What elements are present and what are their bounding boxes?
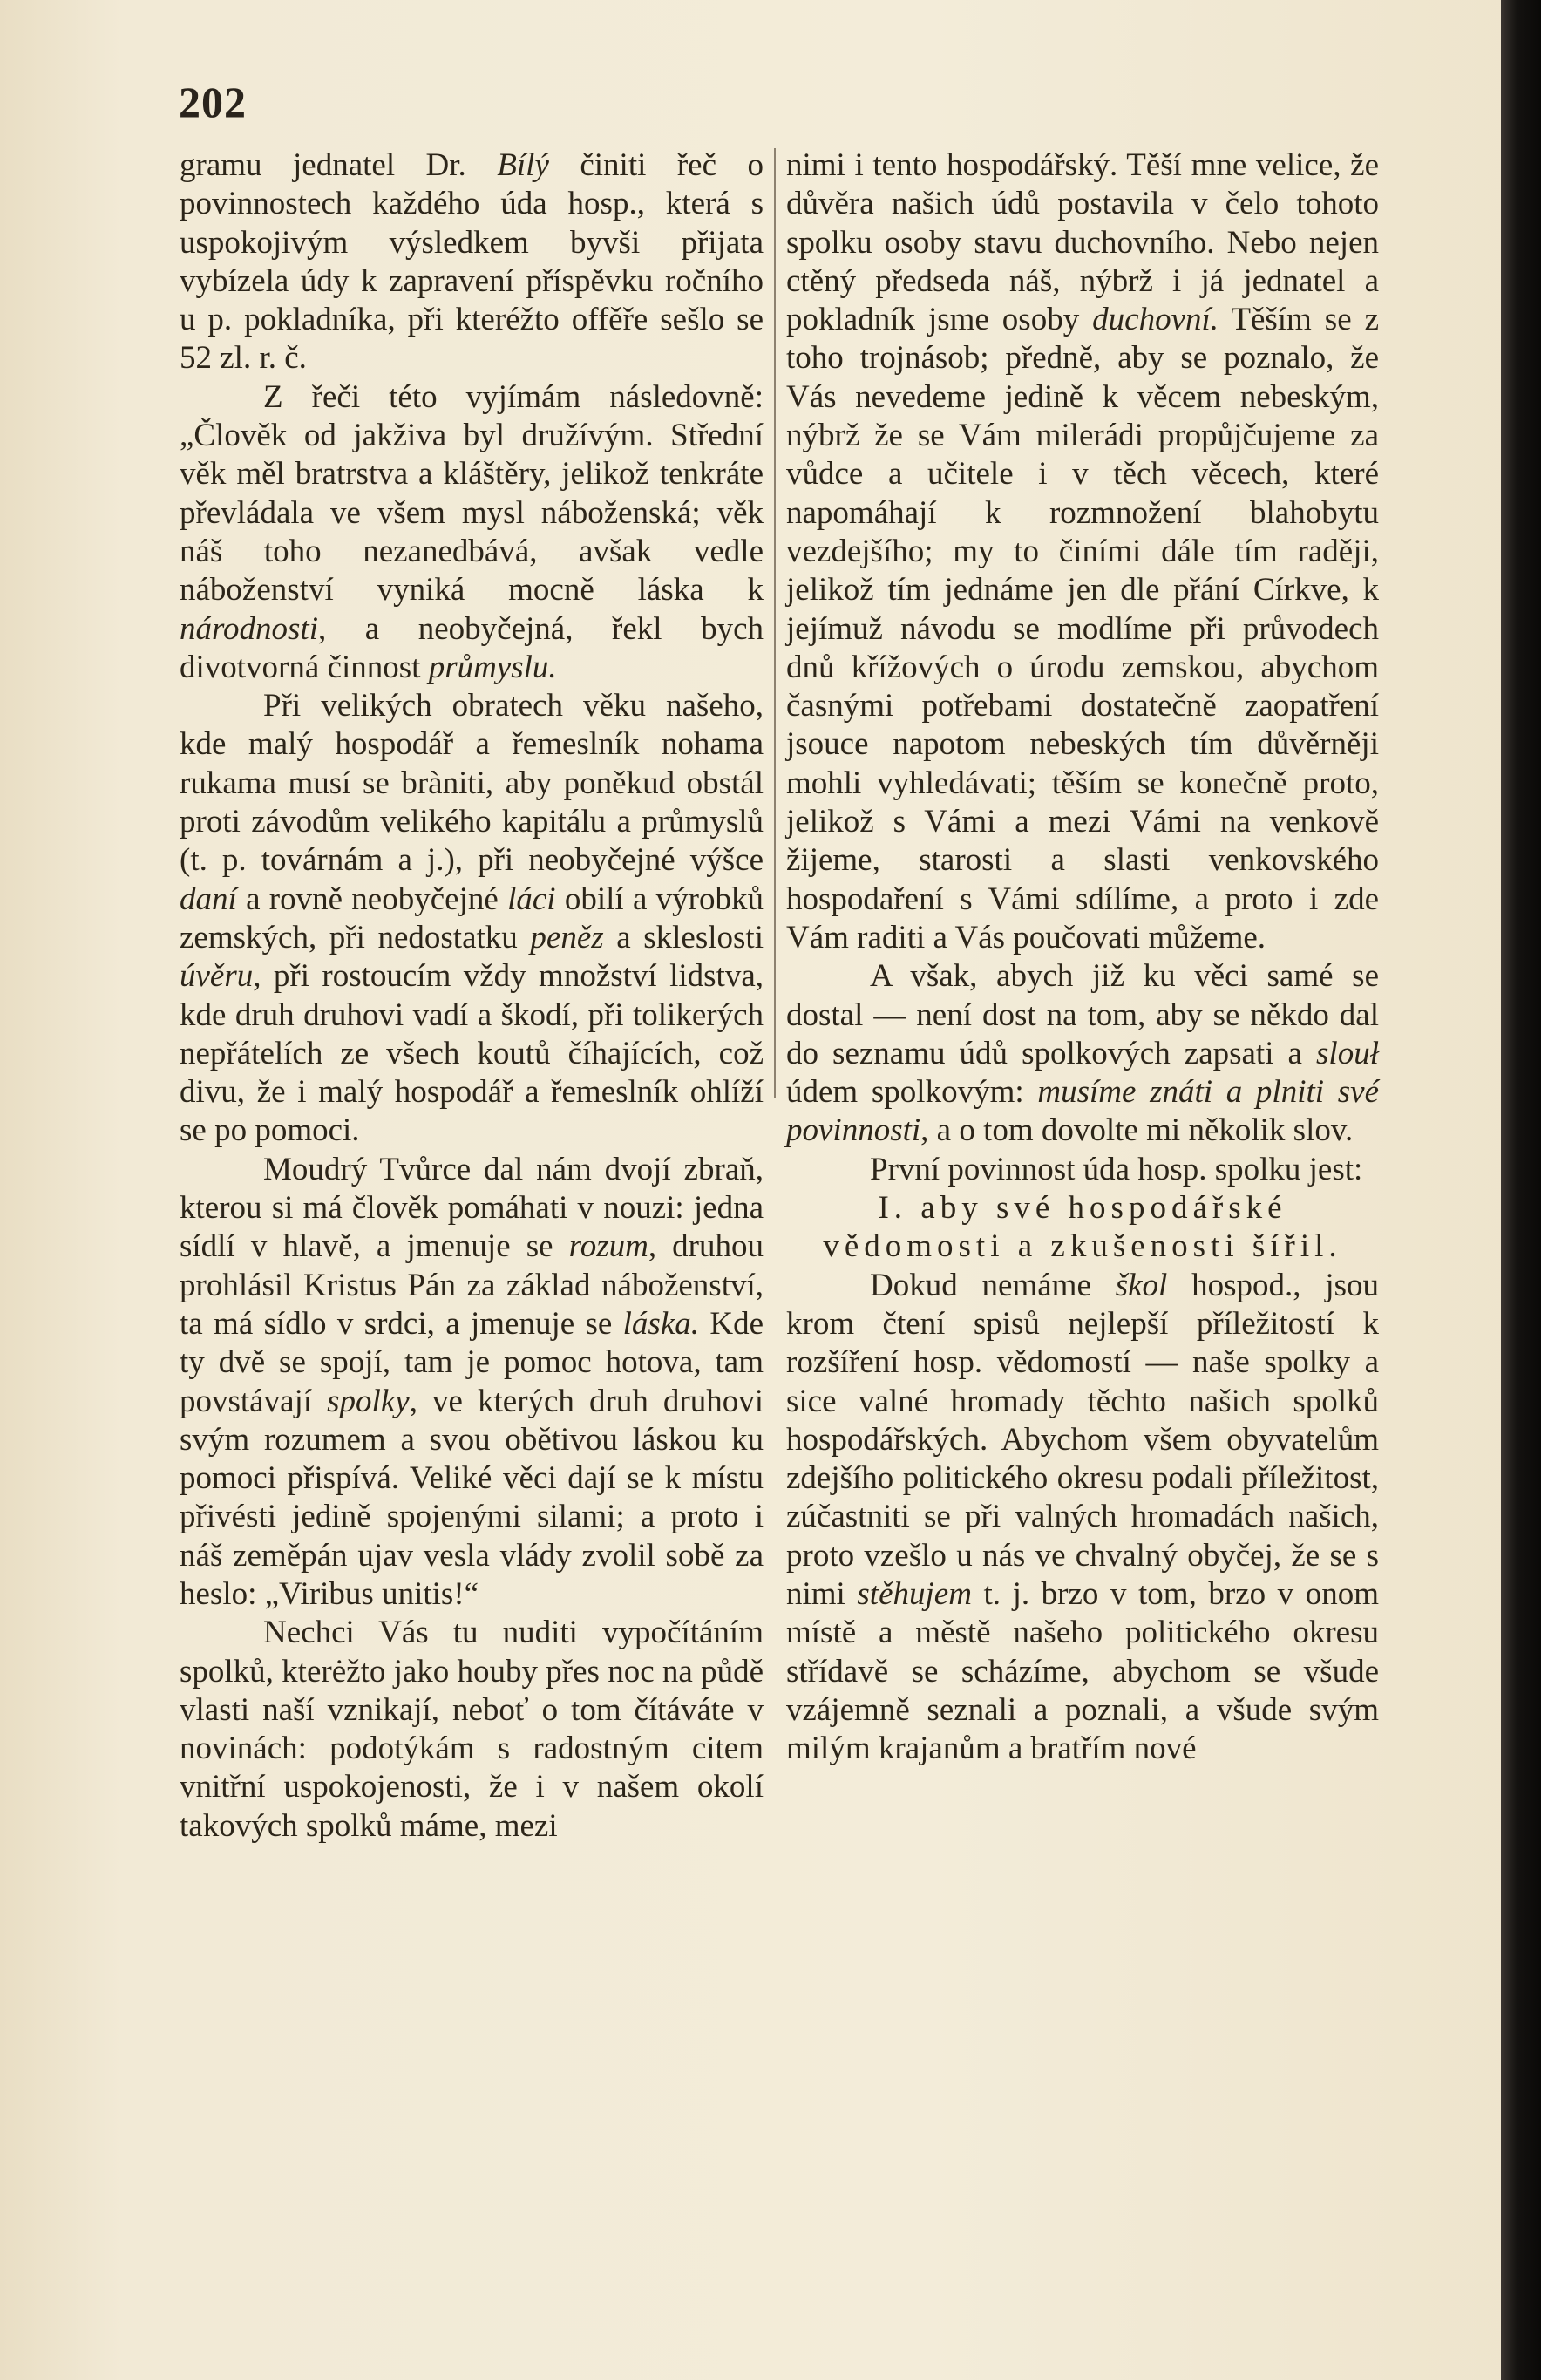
paragraph (180, 378, 764, 687)
text-run: Moudrý Tvůrce dal nám dvojí zbraň, kterou si má člověk pomáhati v nouzi: jedna sídlí v hlavě, a jmenuje se (180, 1151, 764, 1265)
page-number: 202 (179, 78, 247, 126)
paragraph (180, 687, 764, 1151)
text-run: t. j. brzo v tom, brzo v onom místě a městě našeho politického okresu střídavě se scházíme, abychom se všude vzájemně seznali a poznali, a všude svým milým krajanům a bratřím nové (786, 1575, 1380, 1767)
italic-run: Bílý (497, 147, 549, 183)
text-run: Dokud nemáme (870, 1267, 1116, 1303)
paragraph (786, 1267, 1379, 1769)
italic-run: peněz (530, 919, 604, 955)
text-run: , při rostoucím vždy množství lidstva, kde druh druhovi vadí a škodí, při tolikerých nepřátelích ze všech koutů číhajících, což divu, že i malý hospodář a řemeslník ohlíží se po pomoci. (180, 958, 764, 1149)
text-run: První povinnost úda hosp. spolku jest: (870, 1151, 1363, 1187)
italic-run: daní (180, 881, 237, 917)
text-run: , a neobyčejná, řekl bych divotvorná činnost (180, 610, 764, 685)
text-run: a skleslosti (603, 919, 764, 955)
italic-run: škol (1115, 1267, 1168, 1303)
left-column (180, 146, 764, 1846)
text-run: gramu jednatel Dr. (180, 147, 498, 183)
column-divider (774, 148, 776, 1098)
paragraph (180, 146, 764, 378)
italic-run: národnosti (180, 610, 318, 647)
text-run: , druhou prohlásil Kristus Pán za základ náboženství, ta má sídlo v srdci, a jmenuje se (180, 1228, 764, 1342)
text-run: údem spolkovým: (786, 1074, 1038, 1111)
paragraph (786, 146, 1379, 957)
book-spine-edge (1501, 0, 1541, 2380)
italic-run: láska. (622, 1305, 700, 1342)
text-run: obilí a výrobků zemských, při nedostatku (180, 881, 764, 955)
text-run: , a o tom dovolte mi několik slov. (920, 1112, 1354, 1149)
paragraph (786, 1151, 1379, 1189)
italic-run: spolky (327, 1383, 410, 1419)
paragraph (180, 1614, 764, 1846)
text-run: činiti řeč o povinnostech každého úda hosp., která s uspokojivým výsledkem byvši přijata vybízela údy k zapravení příspěvku ročního u p. pokladníka, při kteréžto offěře sešlo se 52 zl. r. č. (180, 147, 764, 377)
text-run: Nechci Vás tu nuditi vypočítáním spolků, kterėžto jako houby přes noc na půdě vlasti naší vznikají, neboť o tom čítáváte v novinách: podotýkám s radostným citem vnitřní uspokojenosti, že i v našem okolí takových spolků máme, mezi (180, 1615, 764, 1844)
text-run: Kde ty dvě se spojí, tam je pomoc hotova, tam povstávají (180, 1305, 764, 1419)
text-run: Těším se z toho trojnásob; předně, aby se poznalo, že Vás nevedeme jedině k věcem nebeským, nýbrž že se Vám milerádi propůjčujeme za vůdce a učitele i v těch věcech, které napomáhají k rozmnožení blahobytu vezdejšího; my to činími dále tím raději, jelikož tím jednáme jen dle přání Církve, k jejímuž návodu se modlíme při průvodech dnů křížových o úrodu zemskou, abychom časnými potřebami dostatečně zaopatření jsouce napotom nebeských tím důvěrněji mohli vyhledávati; těším se konečně proto, jelikož s Vámi a mezi Vámi na venkově žijeme, starosti a slasti venkovského hospodaření s Vámi sdílíme, a proto i zde Vám raditi a Vás poučovati můžeme. (786, 302, 1380, 955)
italic-run: duchovní. (1092, 302, 1219, 338)
paragraph (180, 1151, 764, 1615)
italic-run: láci (507, 881, 556, 917)
text-run: A však, abych již ku věci samé se dostal — není dost na tom, aby se někdo dal do seznamu údů spolkových zapsati a (786, 958, 1379, 1071)
italic-run: slouł (1316, 1035, 1379, 1071)
text-run: , ve kterých druh druhovi svým rozumem a svou obětivou láskou ku pomoci přispívá. Veliké věci dají se k místu přivésti jedině spojenými silami; a proto i náš zeměpán ujav vesla vlády zvolil sobě za heslo: „Viribus unitis!“ (180, 1383, 764, 1612)
text-run: hospod., jsou krom čtení spisů nejlepší příležitostí k rozšíření hosp. vědomostí — naše spolky a sice valné hromady těchto našich spolků hospodářských. Abychom všem obyvatelům zdejšího politického okresu podali příležitost, zúčastniti se při valných hromadách našich, proto vzešlo u nás ve chvalný obyčej, že se s nimi (786, 1267, 1380, 1612)
text-run: a rovně neobyčejné (236, 881, 508, 917)
right-column (786, 146, 1379, 1768)
text-run: Při velikých obratech věku našeho, kde malý hospodář a řemeslník nohama rukama musí se bràniti, aby poněkud obstál proti závodům velikého kapitálu a průmyslů (t. p. továrnám a j.), při neobyčejné výšce (180, 688, 764, 879)
italic-run: rozum (568, 1228, 648, 1265)
italic-run: průmyslu. (428, 649, 557, 685)
text-run: Z řeči této vyjímám následovně: „Člověk od jakživa byl družívým. Střední věk měl bratrstva a kláštěry, jelikož tenkráte převládala ve všem mysl náboženská; věk náš toho nezanedbává, avšak vedle náboženství vyniká mocně láska k (180, 378, 764, 609)
paragraph (786, 1189, 1379, 1267)
italic-run: úvěru (180, 958, 254, 995)
italic-run: stěhujem (857, 1575, 972, 1612)
paragraph (786, 957, 1379, 1150)
text-run: nimi i tento hospodářský. Těší mne velice, že důvěra našich údů postavila v čelo tohoto spolku osoby stavu duchovního. Nebo nejen ctěný předseda náš, nýbrž i já jednatel a pokladník jsme osoby (786, 147, 1379, 338)
text-run: I. aby své hospodářské vědomosti a zkušenosti šířil. (823, 1190, 1342, 1265)
italic-run: musíme znáti a plniti své povinnosti (786, 1074, 1379, 1149)
